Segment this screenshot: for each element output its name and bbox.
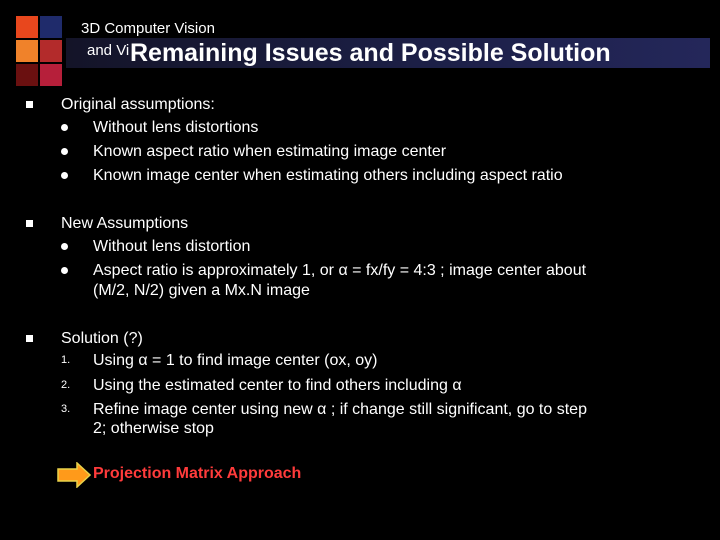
course-title-line1: 3D Computer Vision (81, 20, 215, 37)
round-bullet (61, 267, 68, 274)
round-bullet (61, 148, 68, 155)
section-heading-solution: Solution (?) (61, 330, 143, 347)
square-bullet (26, 220, 33, 227)
square-bullet (26, 335, 33, 342)
course-logo (16, 16, 64, 88)
list-number: 3. (61, 403, 71, 415)
section-heading-new: New Assumptions (61, 215, 189, 232)
logo-square (16, 40, 38, 62)
list-item: Using the estimated center to find others including α (93, 377, 462, 394)
projection-matrix-link[interactable]: Projection Matrix Approach (93, 465, 302, 482)
logo-square (40, 16, 62, 38)
list-number: 1. (61, 354, 71, 366)
slide-title: Remaining Issues and Possible Solution (130, 39, 611, 67)
list-item: Aspect ratio is approximately 1, or α = fx/fy = 4:3 ; image center about (93, 262, 587, 279)
list-item-continuation: (M/2, N/2) given a Mx.N image (93, 282, 310, 299)
logo-square (16, 64, 38, 86)
list-item-continuation: 2; otherwise stop (93, 420, 214, 437)
list-item: Without lens distortion (93, 238, 251, 255)
square-bullet (26, 101, 33, 108)
round-bullet (61, 124, 68, 131)
logo-square (40, 64, 62, 86)
round-bullet (61, 172, 68, 179)
list-number: 2. (61, 379, 71, 391)
list-item: Without lens distortions (93, 119, 259, 136)
list-item: Using α = 1 to find image center (ox, oy) (93, 352, 378, 369)
section-heading-original: Original assumptions: (61, 96, 215, 113)
list-item: Known image center when estimating others including aspect ratio (93, 167, 563, 184)
list-item: Refine image center using new α ; if change still significant, go to step (93, 401, 587, 418)
logo-square (40, 40, 62, 62)
round-bullet (61, 243, 68, 250)
list-item: Known aspect ratio when estimating image center (93, 143, 447, 160)
arrow-right-icon (57, 462, 91, 488)
logo-square (16, 16, 38, 38)
course-title-line2: and Vi (87, 42, 130, 59)
